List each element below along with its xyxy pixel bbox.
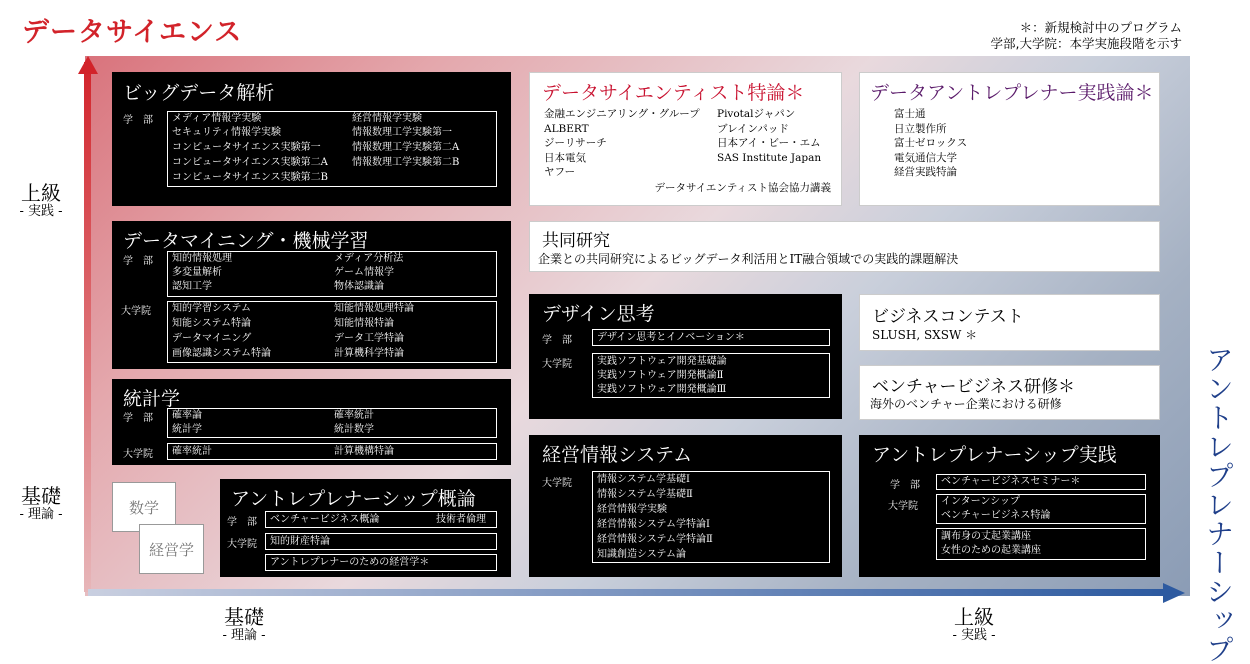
- footer-note: データサイエンティスト協会協力講義: [654, 182, 831, 194]
- course: 知能情報特論: [334, 318, 394, 329]
- course: インターンシップ: [941, 496, 1020, 507]
- row-label: 大学院: [542, 478, 572, 489]
- course-frame: [936, 528, 1146, 560]
- course: 確率統計: [172, 446, 212, 457]
- partner: 日立製作所: [894, 122, 947, 135]
- course-frame: [592, 329, 830, 346]
- company: 金融エンジニアリング・グループ: [544, 108, 700, 120]
- box-joint-research: [529, 221, 1160, 272]
- course-frame: [167, 408, 497, 438]
- row-label: 学 部: [123, 115, 153, 126]
- course-frame: [167, 301, 497, 363]
- partner: 富士通: [894, 108, 926, 120]
- course: 計算機構特論: [334, 446, 394, 457]
- course: セキュリティ情報学実験: [172, 127, 281, 138]
- y-axis-top-label: [16, 182, 66, 220]
- y-axis-arrowhead: [78, 56, 98, 74]
- x-axis-arrow: [88, 589, 1164, 596]
- company: ヤフー: [544, 166, 576, 178]
- row-label: 学 部: [227, 517, 257, 528]
- row-label: 大学院: [888, 501, 918, 512]
- company-list-left: [544, 107, 700, 180]
- box-bigdata: [112, 72, 511, 206]
- company-list-right: [717, 107, 821, 165]
- company: 日本電気: [544, 151, 586, 164]
- course: 物体認識論: [334, 281, 384, 292]
- company: SAS Institute Japan: [717, 151, 822, 164]
- course: 調布身の丈起業講座: [941, 531, 1031, 542]
- y-axis-bottom-label: [16, 485, 66, 523]
- box-title: データサイエンティスト特論＊: [542, 82, 805, 104]
- box-data-entrepreneur-practice: [859, 72, 1160, 206]
- box-title: 経営情報システム: [542, 444, 693, 466]
- box-management-info-systems: [529, 435, 842, 577]
- box-datamining: [112, 221, 511, 369]
- row-label: 学 部: [123, 413, 153, 424]
- x-axis-left-label: [214, 606, 274, 644]
- company: 日本アイ・ビー・エム: [717, 137, 821, 149]
- course-frame: [592, 353, 830, 398]
- box-title: デザイン思考: [542, 303, 655, 325]
- y-top-sub: - 実践 -: [19, 204, 63, 219]
- course: 経営情報システム学特論Ⅱ: [597, 534, 713, 545]
- row-label: 大学院: [121, 306, 151, 317]
- course-frame: [936, 494, 1146, 524]
- course: 知能システム特論: [172, 318, 251, 329]
- partner: 富士ゼロックス: [894, 137, 968, 149]
- course: 経営情報学実験: [352, 113, 422, 124]
- box-title: ビジネスコンテスト: [872, 307, 1024, 327]
- box-title: アントレプレナーシップ実践: [872, 444, 1117, 466]
- course: 知的学習システム: [172, 303, 251, 314]
- company: Pivotalジャパン: [717, 108, 796, 120]
- course: メディア分析法: [334, 253, 404, 264]
- box-entrepreneurship-intro: [220, 479, 511, 577]
- course: 経営情報システム学特論Ⅰ: [597, 519, 710, 530]
- course: データ工学特論: [334, 333, 404, 344]
- course: 情報システム学基礎Ⅱ: [597, 489, 693, 500]
- course: ゲーム情報学: [334, 267, 394, 278]
- course: コンピュータサイエンス実験第二A: [172, 157, 328, 168]
- y-bottom-sub: - 理論 -: [19, 507, 63, 522]
- box-description: SLUSH, SXSW ＊: [872, 328, 978, 342]
- course: デザイン思考とイノベーション＊: [597, 332, 745, 343]
- box-title: ビッグデータ解析: [123, 82, 275, 104]
- box-business-contest: [859, 294, 1160, 351]
- course: 技術者倫理: [436, 514, 486, 525]
- course: コンピュータサイエンス実験第一: [172, 142, 321, 153]
- box-title: アントレプレナーシップ概論: [231, 488, 476, 510]
- row-label: 学 部: [123, 256, 153, 267]
- x-axis-arrowhead: [1163, 583, 1185, 603]
- course: 計算機科学特論: [334, 348, 404, 359]
- box-description: 企業との共同研究によるビッグデータ利活用とIT融合領域での実践的課題解決: [538, 252, 959, 266]
- course: 実践ソフトウェア開発基礎論: [597, 356, 727, 367]
- y-top-main: 上級: [21, 181, 61, 205]
- course: 知的情報処理: [172, 253, 232, 264]
- course-frame: [265, 511, 497, 528]
- course-frame: [167, 111, 497, 187]
- course: 実践ソフトウェア開発概論Ⅲ: [597, 384, 727, 395]
- note-line-2: 学部,大学院：本学実施段階を示す: [990, 36, 1182, 51]
- box-title: 統計学: [123, 388, 181, 410]
- company: ブレインパッド: [717, 122, 789, 135]
- box-title: データアントレプレナー実践論＊: [870, 82, 1154, 104]
- y-axis-arrow: [84, 62, 91, 592]
- course-frame: [592, 471, 830, 563]
- course-frame: [167, 443, 497, 460]
- course: 統計数学: [334, 424, 374, 435]
- course: 実践ソフトウェア開発概論Ⅱ: [597, 370, 724, 381]
- note-line-1: ＊：新規検討中のプログラム: [1019, 20, 1182, 35]
- partner: 経営実践特論: [894, 166, 957, 178]
- course: 多変量解析: [172, 267, 222, 278]
- box-title: データマイニング・機械学習: [123, 230, 369, 252]
- course: 情報数理工学実験第一: [352, 127, 452, 138]
- course: ベンチャービジネス概論: [270, 514, 380, 525]
- course: ベンチャービジネスセミナー＊: [941, 476, 1081, 487]
- course: 情報数理工学実験第二B: [352, 157, 460, 168]
- course: 情報システム学基礎Ⅰ: [597, 474, 690, 485]
- box-entrepreneurship-practice: [859, 435, 1160, 577]
- box-title: 共同研究: [542, 231, 610, 251]
- course: アントレプレナーのための経営学＊: [270, 557, 430, 568]
- page-title: データサイエンス: [22, 17, 243, 48]
- course: 知的財産特論: [270, 536, 330, 547]
- x-right-sub: - 実践 -: [952, 628, 996, 643]
- course-frame: [265, 554, 497, 571]
- course: メディア情報学実験: [172, 113, 262, 124]
- course: 情報数理工学実験第二A: [352, 142, 460, 153]
- partner: 電気通信大学: [894, 151, 957, 164]
- course: 女性のための起業講座: [941, 545, 1041, 556]
- row-label: 大学院: [542, 359, 572, 370]
- company: ジーリサーチ: [544, 137, 607, 149]
- course: 知能情報処理特論: [334, 303, 414, 314]
- box-statistics: [112, 379, 511, 465]
- course-frame: [167, 251, 497, 297]
- row-label: 学 部: [542, 335, 572, 346]
- course: 統計学: [172, 424, 202, 435]
- row-label: 学 部: [890, 480, 920, 491]
- course: 認知工学: [172, 281, 212, 292]
- box-venture-training: [859, 365, 1160, 420]
- partner-list: [894, 107, 967, 180]
- x-axis-right-label: [944, 606, 1004, 644]
- course: ベンチャービジネス特論: [941, 510, 1051, 521]
- course: 確率論: [172, 410, 202, 421]
- company: ALBERT: [544, 122, 589, 135]
- box-mathematics: 数学: [112, 482, 176, 532]
- y-bottom-main: 基礎: [21, 484, 61, 508]
- course: 画像認識システム特論: [172, 348, 271, 359]
- row-label: 大学院: [227, 539, 257, 550]
- box-title: ベンチャービジネス研修＊: [872, 377, 1075, 397]
- box-data-scientist-special: [529, 72, 842, 206]
- course: データマイニング: [172, 333, 252, 344]
- course-frame: [936, 474, 1146, 490]
- x-left-sub: - 理論 -: [222, 628, 266, 643]
- course: 知識創造システム論: [597, 549, 686, 560]
- course: 確率統計: [334, 410, 374, 421]
- box-management: 経営学: [139, 524, 204, 574]
- x-left-main: 基礎: [224, 605, 264, 629]
- course: 経営情報学実験: [597, 504, 667, 515]
- legend-note: [991, 20, 1182, 52]
- box-description: 海外のベンチャー企業における研修: [870, 397, 1062, 411]
- course: コンピュータサイエンス実験第二B: [172, 172, 328, 183]
- box-design-thinking: [529, 294, 842, 419]
- row-label: 大学院: [123, 449, 153, 460]
- entrepreneurship-axis-label: アントレプレナーシップ: [1202, 345, 1235, 664]
- course-frame: [265, 533, 497, 550]
- x-right-main: 上級: [954, 605, 994, 629]
